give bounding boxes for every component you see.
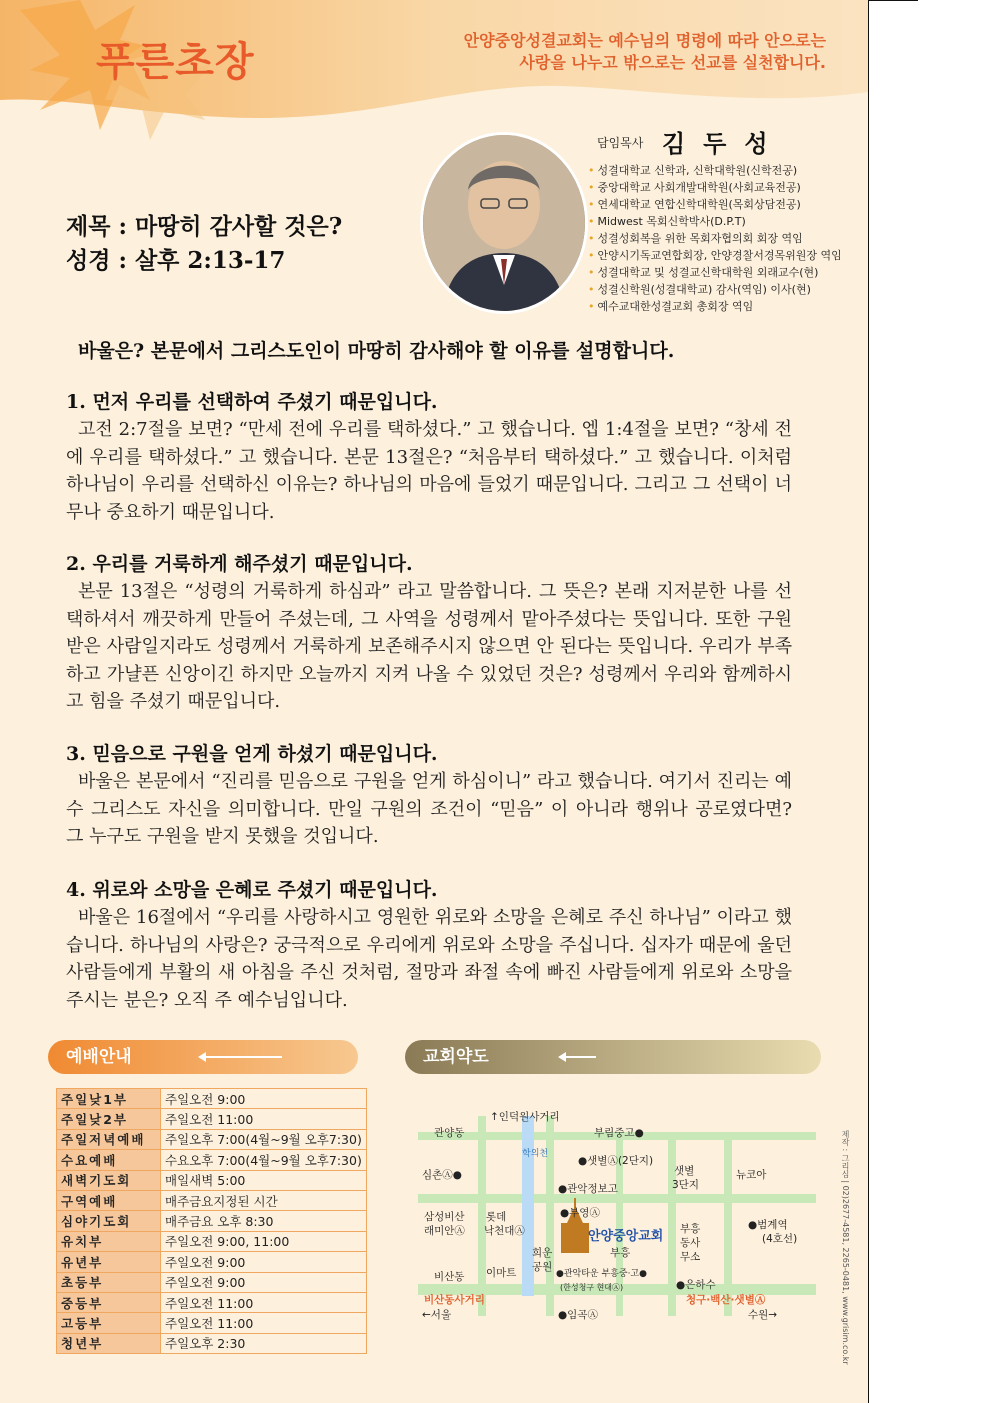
service-time: 주일오전 9:00 [161, 1089, 367, 1109]
service-time: 주일오후 7:00(4월~9월 오후7:30) [161, 1129, 367, 1149]
table-row [57, 1333, 367, 1353]
career-item: • 연세대학교 연합신학대학원(목회상담전공) [588, 196, 850, 213]
pastor-career-list [588, 162, 850, 315]
worship-schedule-table [56, 1088, 367, 1354]
service-time: 주일오전 11:00 [161, 1292, 367, 1312]
sermon-intro: 바울은? 본문에서 그리스도인이 마땅히 감사해야 할 이유를 설명합니다. [78, 340, 675, 362]
sermon-section [66, 550, 792, 716]
career-item: • 성결대학교 및 성결교신학대학원 외래교수(현) [588, 264, 850, 281]
section-heading: 2. 우리를 거룩하게 해주셨기 때문입니다. [66, 553, 413, 575]
worship-info-tab [48, 1040, 358, 1074]
career-item: • 성결대학교 신학과, 신학대학원(신학전공) [588, 162, 850, 179]
map-label: 수원→ [748, 1309, 778, 1321]
section-body: 바울은 16절에서 “우리를 사랑하시고 영원한 위로와 소망을 은혜로 주신 하나님” 이라고 했습니다. 하나님의 사랑은? 궁극적으로 우리에게 위로와 소망을 주십니다. 십자가 때문에 울던 사람들에게 부활의 새 아침을 주신 것처럼, 절망과 좌절 속에 빠진 사람들에게 위로와 소망을 주시는 분은? 오직 주 예수님입니다. [66, 907, 792, 1011]
map-label: (한성청구 현대Ⓐ) [560, 1283, 624, 1292]
map-label: 3단지 [672, 1179, 699, 1191]
map-label: ↑인덕원사거리 [490, 1111, 560, 1123]
service-name: 고등부 [57, 1313, 161, 1333]
map-label: ●부영Ⓐ [560, 1207, 600, 1219]
service-time: 매주금요 오후 8:30 [161, 1211, 367, 1231]
church-location-map [418, 1106, 816, 1326]
service-name: 심야기도회 [57, 1211, 161, 1231]
map-label: 무소 [680, 1251, 701, 1263]
table-row [57, 1170, 367, 1190]
section-heading: 4. 위로와 소망을 은혜로 주셨기 때문입니다. [66, 879, 438, 901]
service-name: 유년부 [57, 1252, 161, 1272]
sermon-title: 제목 : 마땅히 감사할 것은? [66, 213, 343, 240]
service-name: 중등부 [57, 1292, 161, 1312]
map-label: ●관악타운 부흥중·고● [556, 1269, 647, 1279]
map-label: (4호선) [762, 1233, 798, 1245]
career-item: • 안양시기독교연합회장, 안양경찰서경목위원장 역임 [588, 247, 850, 264]
service-time: 주일오전 9:00, 11:00 [161, 1231, 367, 1251]
map-label: 동사 [680, 1237, 701, 1249]
map-label: 비산동 [434, 1271, 465, 1283]
crop-line [868, 0, 869, 1403]
service-name: 주일저녁예배 [57, 1129, 161, 1149]
motto-line-2: 사랑을 나누고 밖으로는 선교를 실천합니다. [519, 53, 826, 72]
table-row [57, 1150, 367, 1170]
service-time: 매일새벽 5:00 [161, 1170, 367, 1190]
map-label: 비산동사거리 [424, 1294, 485, 1306]
map-label: 학의천 [522, 1149, 549, 1159]
map-label: 이마트 [486, 1267, 517, 1279]
service-name: 수요예배 [57, 1150, 161, 1170]
table-row [57, 1252, 367, 1272]
table-row [57, 1231, 367, 1251]
career-item: • 중앙대학교 사회개발대학원(사회교육전공) [588, 179, 850, 196]
newsletter-brand: 푸른초장 [96, 39, 255, 85]
career-item: • Midwest 목회신학박사(D.P.T) [588, 213, 850, 230]
map-label: 뉴코아 [736, 1169, 767, 1181]
section-heading: 1. 먼저 우리를 선택하여 주셨기 때문입니다. [66, 391, 438, 413]
map-label: 희운 [532, 1247, 553, 1259]
map-label: 부흥 [610, 1247, 631, 1259]
table-row [57, 1109, 367, 1129]
service-name: 주일낮1부 [57, 1089, 161, 1109]
map-label: 부림중고● [594, 1127, 644, 1139]
motto-line-1: 안양중앙성결교회는 예수님의 명령에 따라 안으로는 [463, 31, 826, 50]
publisher-credit: 제작 : 그리심 | 02)2677-4581, 2265-0481, www.grisim.co.kr [841, 1130, 850, 1365]
service-time: 매주금요지정된 시간 [161, 1190, 367, 1210]
table-row [57, 1190, 367, 1210]
career-item: • 성결성회복을 위한 목회자협의회 회장 역임 [588, 230, 850, 247]
pastor-portrait-image [423, 135, 585, 311]
sermon-section [66, 388, 792, 526]
service-time: 주일오전 11:00 [161, 1109, 367, 1129]
career-item: • 성결신학원(성결대학교) 감사(역임) 이사(현) [588, 281, 850, 298]
crop-mark [868, 0, 918, 1]
map-label: ●관악정보고 [558, 1183, 618, 1195]
sermon-scripture: 성경 : 살후 2:13-17 [66, 247, 286, 274]
table-row [57, 1089, 367, 1109]
worship-tab-label: 예배안내 [66, 1047, 132, 1067]
map-label: 래미안Ⓐ [424, 1225, 465, 1237]
table-row [57, 1313, 367, 1333]
section-body: 바울은 본문에서 “진리를 믿음으로 구원을 얻게 하심이니” 라고 했습니다. 여기서 진리는 예수 그리스도 자신을 의미합니다. 만일 구원의 조건이 “믿음” 이 아니라 행위나 공로였다면? 그 누구도 구원을 받지 못했을 것입니다. [66, 771, 792, 847]
map-label: 심촌Ⓐ● [422, 1169, 462, 1181]
service-name: 유치부 [57, 1231, 161, 1251]
table-row [57, 1129, 367, 1149]
map-tab-label: 교회약도 [423, 1047, 489, 1067]
table-row [57, 1292, 367, 1312]
sermon-section [66, 876, 792, 1014]
service-name: 주일낮2부 [57, 1109, 161, 1129]
section-body: 본문 13절은 “성령의 거룩하게 하심과” 라고 말씀합니다. 그 뜻은? 본래 지저분한 나를 선택하셔서 깨끗하게 만들어 주셨는데, 그 사역을 성령께서 맡아주셨다는 뜻입니다. 또한 구원받은 사람일지라도 성령께서 거룩하게 보존해주시지 않으면 안 된다는 뜻입니다. 우리가 부족하고 가냘픈 신앙이긴 하지만 오늘까지 지켜 나올 수 있었던 것은? 성령께서 우리와 함께하시고 힘을 주셨기 때문입니다. [66, 581, 792, 712]
map-label: 롯데 [486, 1211, 507, 1223]
church-map-tab [405, 1040, 821, 1074]
map-label: 공원 [532, 1261, 553, 1273]
map-label: 관양동 [434, 1127, 465, 1139]
service-time: 주일오전 11:00 [161, 1313, 367, 1333]
service-name: 구역예배 [57, 1190, 161, 1210]
service-name: 청년부 [57, 1333, 161, 1353]
service-time: 주일오전 9:00 [161, 1272, 367, 1292]
map-label: ●은하수 [676, 1279, 716, 1291]
map-label: ●임곡Ⓐ [558, 1309, 598, 1321]
map-label: 청구·백산·샛별Ⓐ [686, 1294, 766, 1306]
section-heading: 3. 믿음으로 구원을 얻게 하셨기 때문입니다. [66, 743, 438, 765]
service-time: 주일오전 9:00 [161, 1252, 367, 1272]
service-time: 주일오후 2:30 [161, 1333, 367, 1353]
map-label: ●샛별Ⓐ(2단지) [578, 1155, 654, 1167]
left-arrow-icon [200, 1056, 282, 1058]
table-row [57, 1211, 367, 1231]
service-name: 초등부 [57, 1272, 161, 1292]
pastor-title: 담임목사 [597, 136, 644, 150]
map-label: 낙천대Ⓐ [484, 1225, 525, 1237]
left-arrow-icon [560, 1056, 596, 1058]
map-label: ←서울 [422, 1309, 452, 1321]
pastor-name: 김두성 [662, 129, 786, 158]
section-body: 고전 2:7절을 보면? “만세 전에 우리를 택하셨다.” 고 했습니다. 엡 1:4절을 보면? “창세 전에 우리를 택하셨다.” 고 했습니다. 본문 13절은? “처음부터 택하셨다.” 고 했습니다. 이처럼 하나님이 우리를 선택하신 이유는? 하나님의 마음에 들었기 때문입니다. 그리고 그 선택이 너무나 중요하기 때문입니다. [66, 419, 792, 523]
map-label: ●범계역 [748, 1219, 788, 1231]
map-label: 샛별 [674, 1165, 695, 1177]
table-row [57, 1272, 367, 1292]
church-marker-label: 안양중앙교회 [588, 1229, 664, 1244]
service-name: 새벽기도회 [57, 1170, 161, 1190]
career-item: • 예수교대한성결교회 총회장 역임 [588, 298, 850, 315]
service-time: 수요오후 7:00(4월~9월 오후7:30) [161, 1150, 367, 1170]
map-label: 삼성비산 [424, 1211, 465, 1223]
map-label: 부흥 [680, 1223, 701, 1235]
church-motto [464, 30, 826, 74]
sermon-section [66, 740, 792, 851]
pastor-photo [420, 132, 588, 314]
